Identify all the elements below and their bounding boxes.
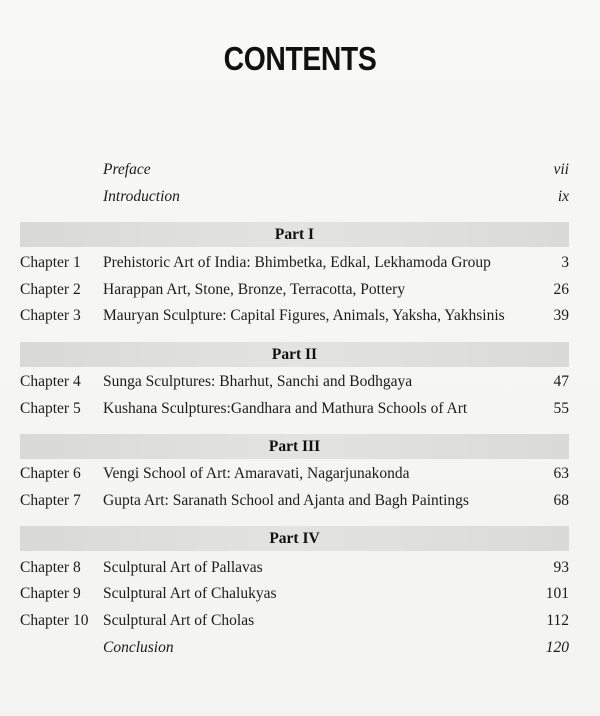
chapter-number: Chapter 1 [20,254,81,271]
toc-entry-chapter-10 [0,609,600,633]
toc-entry-chapter-9 [0,582,600,606]
page-title: CONTENTS [223,40,377,77]
toc-entry-chapter-2 [0,278,600,302]
part-heading: Part III [268,438,321,455]
entry-title: Sculptural Art of Pallavas [103,559,263,576]
entry-title: Conclusion [103,639,174,656]
toc-entry-chapter-6 [0,462,600,486]
part-heading-band [20,342,569,367]
toc-entry-chapter-5 [0,397,600,421]
toc-entry-chapter-1 [0,251,600,275]
entry-page: 39 [553,307,569,324]
toc-entry-chapter-8 [0,556,600,580]
chapter-number: Chapter 8 [20,559,81,576]
chapter-number: Chapter 6 [20,465,81,482]
entry-title: Prehistoric Art of India: Bhimbetka, Edkal, Lekhamoda Group [103,254,491,271]
entry-page: vii [553,161,569,178]
chapter-number: Chapter 9 [20,585,81,602]
entry-title: Mauryan Sculpture: Capital Figures, Animals, Yaksha, Yakhsinis [103,307,505,324]
entry-page: 93 [553,559,569,576]
part-heading-band [20,434,569,459]
entry-title: Sunga Sculptures: Bharhut, Sanchi and Bodhgaya [103,373,413,390]
entry-title: Introduction [103,188,180,205]
toc-entry-preface [0,158,600,182]
entry-page: 63 [553,465,569,482]
chapter-number: Chapter 7 [20,492,81,509]
toc-entry-introduction [0,185,600,209]
part-heading: Part I [274,226,315,243]
entry-page: 47 [553,373,569,390]
chapter-number: Chapter 4 [20,373,81,390]
chapter-number: Chapter 2 [20,281,81,298]
entry-page: 26 [553,281,569,298]
part-heading-band [20,526,569,551]
chapter-number: Chapter 3 [20,307,81,324]
chapter-number: Chapter 10 [20,612,89,629]
toc-entry-conclusion [0,636,600,660]
entry-title: Vengi School of Art: Amaravati, Nagarjunakonda [103,465,410,482]
part-heading-band [20,222,569,247]
chapter-number: Chapter 5 [20,400,81,417]
entry-title: Gupta Art: Saranath School and Ajanta and Bagh Paintings [103,492,469,509]
entry-title: Harappan Art, Stone, Bronze, Terracotta, Pottery [103,281,406,298]
toc-entry-chapter-7 [0,489,600,513]
entry-page: 101 [545,585,569,602]
entry-page: 55 [553,400,569,417]
part-heading: Part II [271,346,318,363]
part-heading: Part IV [269,530,320,547]
entry-page: 120 [545,639,569,656]
entry-title: Sculptural Art of Cholas [103,612,255,629]
entry-title: Preface [103,161,151,178]
entry-title: Sculptural Art of Chalukyas [103,585,277,602]
toc-entry-chapter-3 [0,304,600,328]
entry-page: 112 [546,612,569,629]
toc-entry-chapter-4 [0,370,600,394]
entry-page: ix [557,188,569,205]
entry-title: Kushana Sculptures:Gandhara and Mathura Schools of Art [103,400,468,417]
entry-page: 3 [561,254,569,271]
entry-page: 68 [553,492,569,509]
